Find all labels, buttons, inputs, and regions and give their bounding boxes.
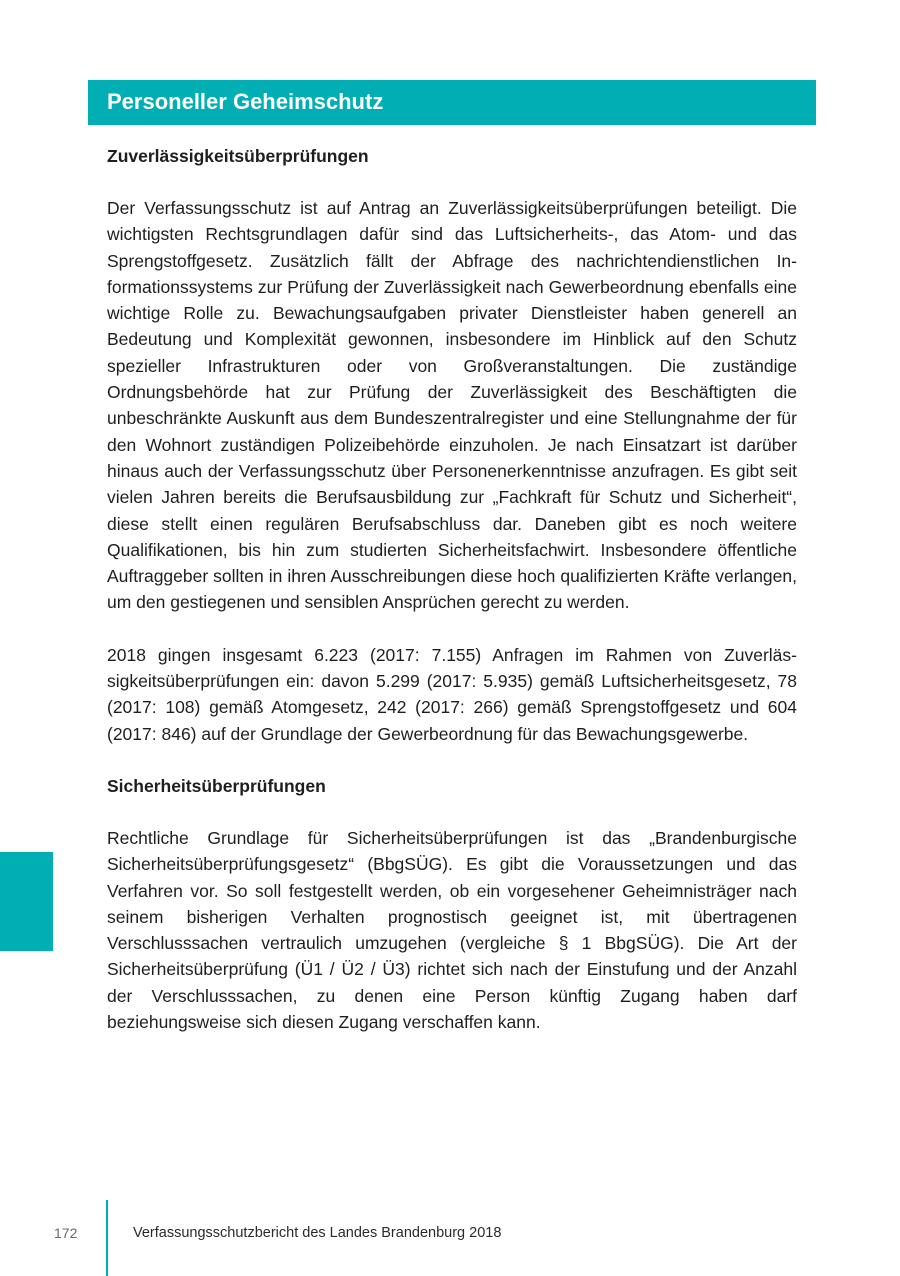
article-body bbox=[107, 143, 797, 1035]
chapter-side-tab bbox=[0, 852, 53, 951]
page-number: 172 bbox=[54, 1225, 78, 1241]
section-header-banner bbox=[88, 80, 816, 125]
paragraph-sicherheit-intro: Rechtliche Grundlage für Sicherheitsüberprüfungen ist das „Brandenburgische Sicherheitsüberprüfungsgesetz“ (BbgSÜG). Es gibt die Voraussetzungen und das Verfahren vor. So soll festgestellt werden, ob ein vorgesehener Geheimnisträger nach seinem bisherigen Verhalten prognostisch geeignet ist, mit übertragenen Verschlusssachen vertraulich umzugehen (vergleiche § 1 BbgSÜG). Die Art der Sicherheitsüberprüfung (Ü1 / Ü2 / Ü3) richtet sich nach der Einstufung und der Anzahl der Verschlusssachen, zu denen eine Person künftig Zugang haben darf beziehungsweise sich diesen Zugang verschaffen kann. bbox=[107, 827, 797, 1033]
publication-title: Verfassungsschutzbericht des Landes Brandenburg 2018 bbox=[133, 1225, 502, 1241]
subheading-zuverlaessigkeit: Zuverlässigkeitsüberprüfungen bbox=[107, 146, 369, 166]
subheading-sicherheit: Sicherheitsüberprüfungen bbox=[107, 775, 326, 796]
footer-divider bbox=[106, 1200, 108, 1276]
paragraph-zuverlaessigkeit-intro: Der Verfassungsschutz ist auf Antrag an Zuverlässigkeitsüberprüfungen beteiligt. Die wichtigsten Rechtsgrundlagen dafür sind das Luftsicherheits-, das Atom- und das Sprengstoffgesetz. Zusätzlich fällt der Abfrage des nachrichtendienstlichen Informationssystems zur Prüfung der Zuverlässigkeit nach Gewerbeordnung ebenfalls eine wichtige Rolle zu. Bewachungsaufgaben privater Dienstleister haben generell an Bedeutung und Komplexität gewonnen, insbesondere im Hinblick auf den Schutz spezieller Infrastrukturen oder von Großveranstaltungen. Die zuständige Ordnungsbehörde hat zur Prüfung der Zuverlässigkeit des Beschäftigten die unbeschränkte Auskunft aus dem Bundeszentralregister und eine Stellungnahme der für den Wohnort zuständigen Polizeibehörde einzuholen. Je nach Einsatzart ist darüber hinaus auch der Verfassungsschutz über Personenerkenntnisse anzufragen. Es gibt seit vielen Jahren bereits die Berufsausbildung zur „Fachkraft für Schutz und Sicherheit“, diese stellt einen regulären Berufsabschluss dar. Daneben gibt es noch weitere Qualifikationen, bis hin zum studierten Sicherheitsfachwirt. Insbesondere öffentliche Auftraggeber sollten in ihren Ausschreibungen diese hoch qualifizierten Kräfte verlangen, um den gestiegenen und sensiblen Ansprüchen gerecht zu werden. bbox=[107, 198, 797, 613]
section-title: Personeller Geheimschutz bbox=[107, 89, 384, 114]
paragraph-zuverlaessigkeit-statistics: 2018 gingen insgesamt 6.223 (2017: 7.155) Anfragen im Rahmen von Zuverlässigkeitsüberprüfungen ein: davon 5.299 (2017: 5.935) gemäß Luftsicherheitsgesetz, 78 (2017: 108) gemäß Atomgesetz, 242 (2017: 266) gemäß Sprengstoffgesetz und 604 (2017: 846) auf der Grundlage der Gewerbeordnung für das Bewachungsgewerbe. bbox=[107, 644, 797, 744]
